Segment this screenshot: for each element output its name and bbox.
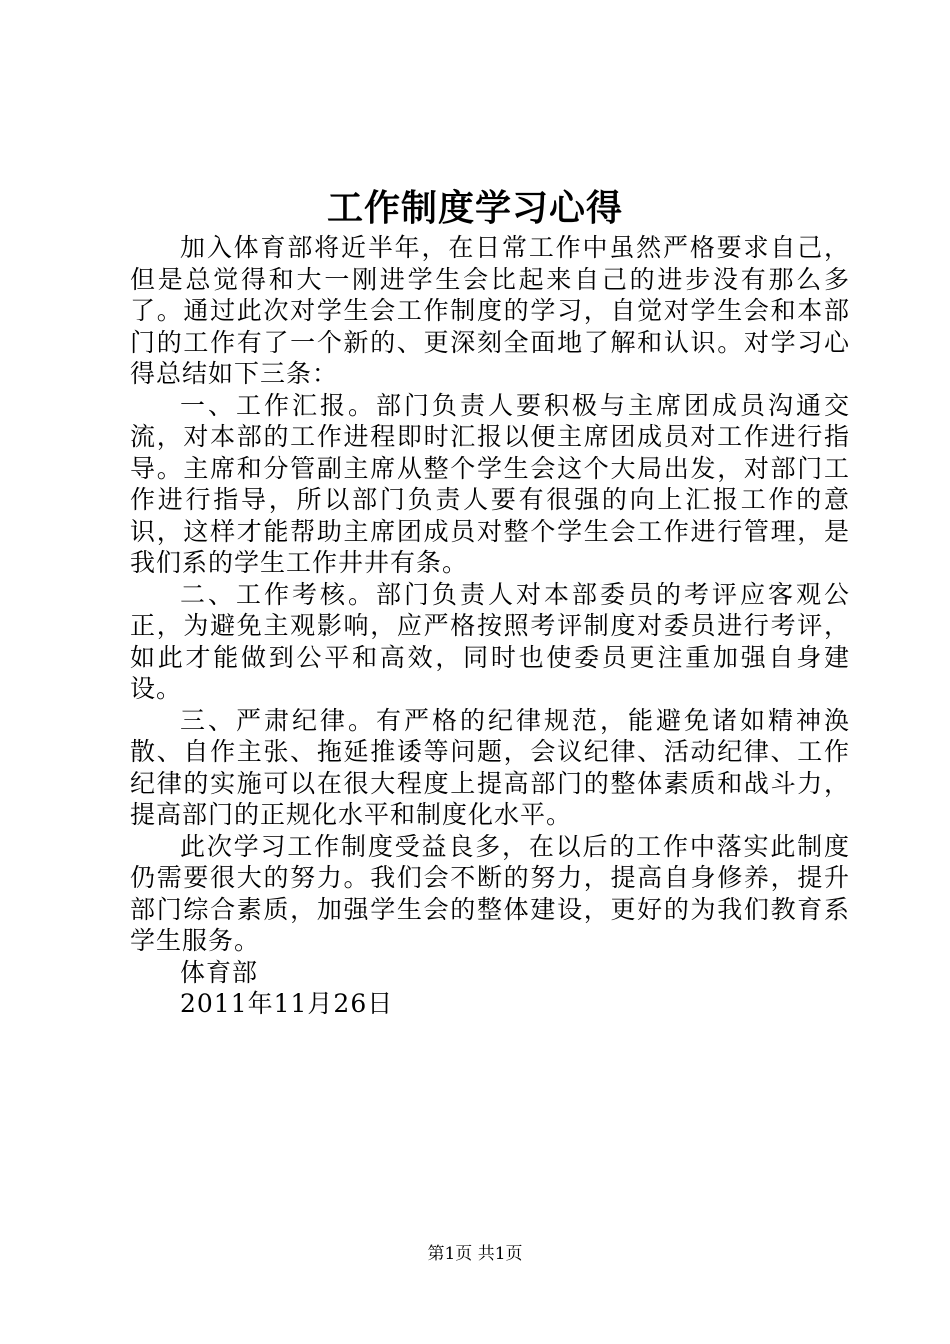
paragraph-work-assessment: 二、工作考核。部门负责人对本部委员的考评应客观公正，为避免主观影响，应严格按照考评制度对委员进行考评，如此才能做到公平和高效，同时也使委员更注重加强自身建设。 [130,579,850,703]
date: 2011年11月26日 [180,989,394,1018]
document-title: 工作制度学习心得 [326,187,623,229]
paragraph-discipline: 三、严肃纪律。有严格的纪律规范，能避免诸如精神涣散、自作主张、拖延推诿等问题，会议纪律、活动纪律、工作纪律的实施可以在很大程度上提高部门的整体素质和战斗力，提高部门的正规化水平和制度化水平。 [130,705,850,829]
signature: 体育部 [180,957,259,987]
paragraph-work-report: 一、工作汇报。部门负责人要积极与主席团成员沟通交流，对本部的工作进程即时汇报以便主席团成员对工作进行指导。主席和分管副主席从整个学生会这个大局出发，对部门工作进行指导，所以部门负责人要有很强的向上汇报工作的意识，这样才能帮助主席团成员对整个学生会工作进行管理，是我们系的学生工作井井有条。 [130,390,850,577]
page-footer: 第1页 共1页 [427,1244,523,1264]
document-body [130,232,850,1020]
paragraph-conclusion: 此次学习工作制度受益良多，在以后的工作中落实此制度仍需要很大的努力。我们会不断的努力，提高自身修养，提升部门综合素质，加强学生会的整体建设，更好的为我们教育系学生服务。 [130,831,850,955]
paragraph-intro: 加入体育部将近半年，在日常工作中虽然严格要求自己，但是总觉得和大一刚进学生会比起来自己的进步没有那么多了。通过此次对学生会工作制度的学习，自觉对学生会和本部门的工作有了一个新的、更深刻全面地了解和认识。对学习心得总结如下三条： [130,233,850,388]
